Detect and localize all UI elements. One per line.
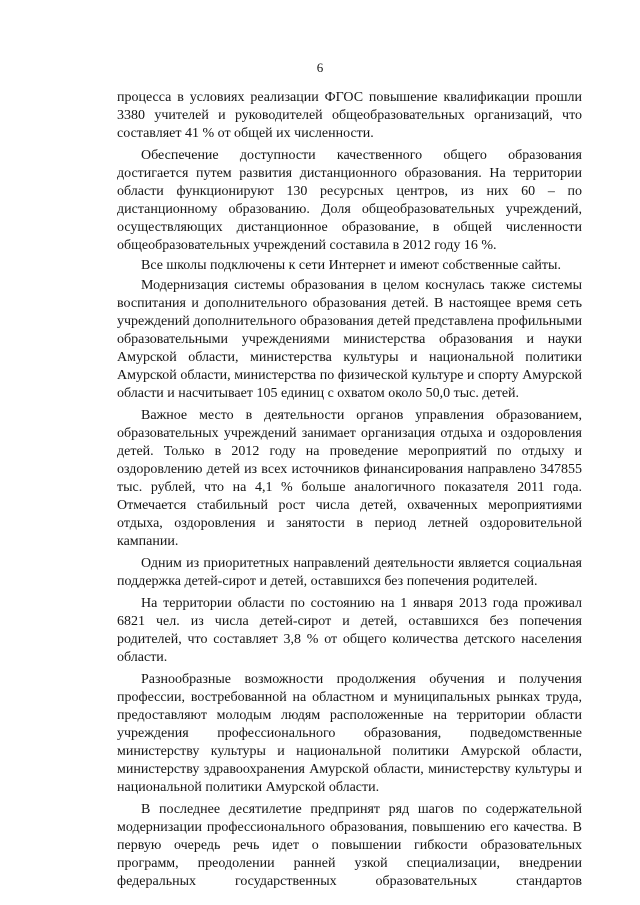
page-number: 6 bbox=[316, 60, 324, 75]
document-body bbox=[117, 89, 582, 891]
paragraph-vocational-opportunities: Разнообразные возможности продолжения обучения и получения профессии, востребованной на областном и муниципальных рынках труда, предоставляют молодым людям расположенные на территории области учреждения профессионального образования, подведомственные министерству культуры и национальной политики Амурской области, министерству здравоохранения Амурской области, министерству культуры и национальной политики Амурской области. bbox=[117, 672, 582, 795]
paragraph-modernization: В последнее десятилетие предпринят ряд шагов по содержательной модернизации профессионального образования, повышению его качества. В первую очередь речь идет о повышении гибкости образовательных программ, преодолении ранней узкой специализации, внедрении федеральных государственных образовательных стандартов bbox=[117, 802, 582, 889]
paragraph-continuation: процесса в условиях реализации ФГОС повышение квалификации прошли 3380 учителей и руководителей общеобразовательных организаций, что составляет 41 % от общей их численности. bbox=[117, 90, 582, 141]
paragraph-additional-education: Модернизация системы образования в целом коснулась также системы воспитания и дополнительного образования детей. В настоящее время сеть учреждений дополнительного образования детей представлена профильными образовательными учреждениями министерства образования и науки Амурской области, министерства культуры и национальной политики Амурской области, министерства по физической культуре и спорту Амурской области и насчитывает 105 единиц с охватом около 50,0 тыс. детей. bbox=[117, 278, 582, 401]
paragraph-recreation: Важное место в деятельности органов управления образованием, образовательных учреждений занимает организация отдыха и оздоровления детей. Только в 2012 году на проведение мероприятий по отдыху и оздоровлению детей из всех источников финансирования направлено 347855 тыс. рублей, что на 4,1 % больше аналогичного показателя 2011 года. Отмечается стабильный рост числа детей, охваченных мероприятиями отдыха, оздоровления и занятости в период летней оздоровительной кампании. bbox=[117, 408, 582, 549]
paragraph-orphans: На территории области по состоянию на 1 января 2013 года проживал 6821 чел. из числа детей-сирот и детей, оставшихся без попечения родителей, что составляет 3,8 % от общего количества детского населения области. bbox=[117, 596, 582, 665]
paragraph-social-support: Одним из приоритетных направлений деятельности является социальная поддержка детей-сирот и детей, оставшихся без попечения родителей. bbox=[117, 556, 582, 589]
paragraph-distance-education: Обеспечение доступности качественного общего образования достигается путем развития дистанционного образования. На территории области функционируют 130 ресурсных центров, из них 60 – по дистанционному образованию. Доля общеобразовательных учреждений, осуществляющих дистанционное образование, в общей численности общеобразовательных учреждений составила в 2012 году 16 %. bbox=[117, 148, 582, 253]
paragraph-internet: Все школы подключены к сети Интернет и имеют собственные сайты. bbox=[141, 258, 561, 273]
